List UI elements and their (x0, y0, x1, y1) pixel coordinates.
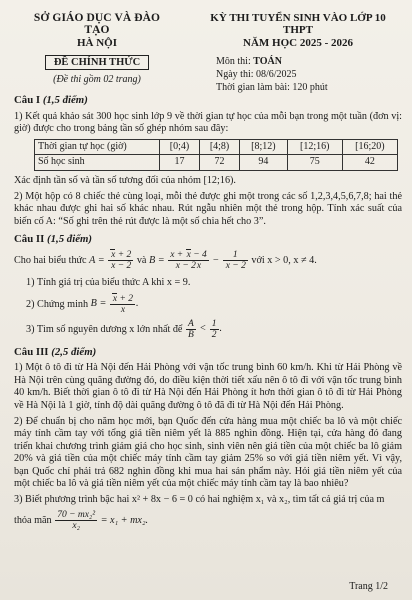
table-cell: 17 (160, 155, 200, 171)
question-2-item-1: 1) Tính giá trị của biểu thức A khi x = 9. (26, 276, 191, 288)
page-number: Trang 1/2 (349, 581, 388, 592)
question-2-item-2: 2) Chứng minh B = $\frac{x + 2}{x}$ . (26, 293, 139, 315)
question-1-title: Câu I (1,5 điểm) (14, 94, 88, 106)
table-cell: 42 (342, 155, 397, 171)
table-cell: 94 (240, 155, 288, 171)
official-badge: ĐỀ CHÍNH THỨC (45, 55, 149, 70)
header-right (198, 12, 398, 94)
table-cell: 72 (200, 155, 240, 171)
date-label: Ngày thi: (216, 69, 254, 80)
question-2-intro: Cho hai biểu thức A = $\frac{x + 2}{x - 2}$ và B = $\frac{x + x - 4}{x - 2x}$ − $\frac{1}{x - 2}$ với x > 0, x ≠ 4. (14, 249, 317, 271)
subject-value: TOÁN (253, 56, 282, 67)
subject-label: Môn thi: (216, 56, 251, 67)
question-3-part-2: 2) Để chuẩn bị cho năm học mới, bạn Quốc đến cửa hàng mua một chiếc ba lô và một chiếc máy tính cầm tay với tổng giá tiền niêm yết là 885 nghìn đồng. Hiện tại, cửa hàng đó đang triển khai chương trình giảm giá cho học sinh, sinh viên nên giá tiền của một chiếc ba lô giảm 20% và giá tiền của một chiếc máy tính cầm tay giảm 25% so với giá tiền niêm yết. Vì vậy, bạn Quốc chỉ phải trả 682 nghìn đồng khi mua hai sản phẩm này. Hỏi giá tiền niêm yết của một chiếc ba lô và giá tiền niêm yết của một chiếc máy tính cầm tay là bao nhiêu? (14, 415, 402, 490)
table-cell: [8;12) (240, 139, 288, 155)
exam-title: KỲ THI TUYỂN SINH VÀO LỚP 10 THPT (210, 12, 386, 36)
header-left (22, 12, 172, 85)
table-row (35, 155, 398, 171)
table-cell: [4;8) (200, 139, 240, 155)
date-value: 08/6/2025 (256, 69, 297, 80)
table-row (35, 139, 398, 155)
time-label: Thời gian làm bài: (216, 82, 290, 93)
exam-meta (216, 55, 398, 94)
question-2-item-3: 3) Tìm số nguyên dương x lớn nhất để $\frac{A}{B}$ < $\frac{1}{2}$ . (26, 318, 223, 340)
question-1-part-1: 1) Kết quả khảo sát 300 học sinh lớp 9 về thời gian tự học của mỗi bạn trong một tuần (đơn vị: giờ) được cho trong bảng tần số ghép nhóm sau đây: (14, 110, 402, 135)
city-name: HÀ NỘI (76, 37, 118, 49)
question-3-title: Câu III (2,5 điểm) (14, 345, 97, 358)
table-cell: [12;16) (287, 139, 342, 155)
time-value: 120 phút (292, 82, 328, 93)
question-3-condition: thỏa mãn $\frac{\text{70 − mx₂²}}{\text{x₂}}$ = x₁ + mx₂. (14, 509, 149, 531)
table-cell: [16;20) (342, 139, 397, 155)
table-cell: 75 (287, 155, 342, 171)
question-1-part-2: 2) Một hộp có 8 chiếc thẻ cùng loại, mỗi thẻ được ghi một trong các số 1,2,3,4,5,6,7,8; hai thẻ khác nhau được ghi hai số khác nhau. Rút ngẫu nhiên một thẻ trong hộp. Tính xác suất của biến cố A: “Số ghi trên thẻ rút được là một số chia hết cho 3”. (14, 190, 402, 227)
table-cell: [0;4) (160, 139, 200, 155)
pages-note: (Đề thi gồm 02 trang) (53, 74, 141, 85)
expression-b: B = $\frac{x + x - 4}{x - 2x}$ − $\frac{1}{x - 2}$ (149, 249, 246, 271)
question-2-title: Câu II (1,5 điểm) (14, 233, 92, 246)
table-header-label: Thời gian tự học (giờ) (35, 139, 160, 155)
school-year: NĂM HỌC 2025 - 2026 (243, 37, 353, 49)
frequency-table (34, 139, 398, 171)
question-3-part-1: 1) Một ô tô đi từ Hà Nội đến Hải Phòng với vận tốc trung bình 60 km/h. Khi từ Hải Phòng về Hà Nội trên cùng quãng đường đó, do điều kiện thời tiết xấu nên ô tô đi với vận tốc trung bình 40 km/h. Biết thời gian ô tô đi từ Hà Nội đến Hải Phòng ít hơn thời gian ô tô đi từ Hải Phòng về Hà Nội là 1 giờ, tính độ dài quãng đường ô tô đã đi từ Hà Nội đến Hải Phòng. (14, 362, 402, 411)
expression-a: A = $\frac{x + 2}{x - 2}$ (89, 249, 132, 271)
question-3-part-3: 3) Biết phương trình bậc hai x² + 8x − 6 = 0 có hai nghiệm x₁ và x₂, tìm tất cả giá trị của m (14, 494, 385, 506)
exam-content (14, 94, 402, 534)
question-1-part-1-task: Xác định tần số và tần số tương đối của nhóm [12;16). (14, 174, 236, 186)
table-row-label: Số học sinh (35, 155, 160, 171)
department-name: SỞ GIÁO DỤC VÀ ĐÀO TẠO (33, 12, 161, 36)
